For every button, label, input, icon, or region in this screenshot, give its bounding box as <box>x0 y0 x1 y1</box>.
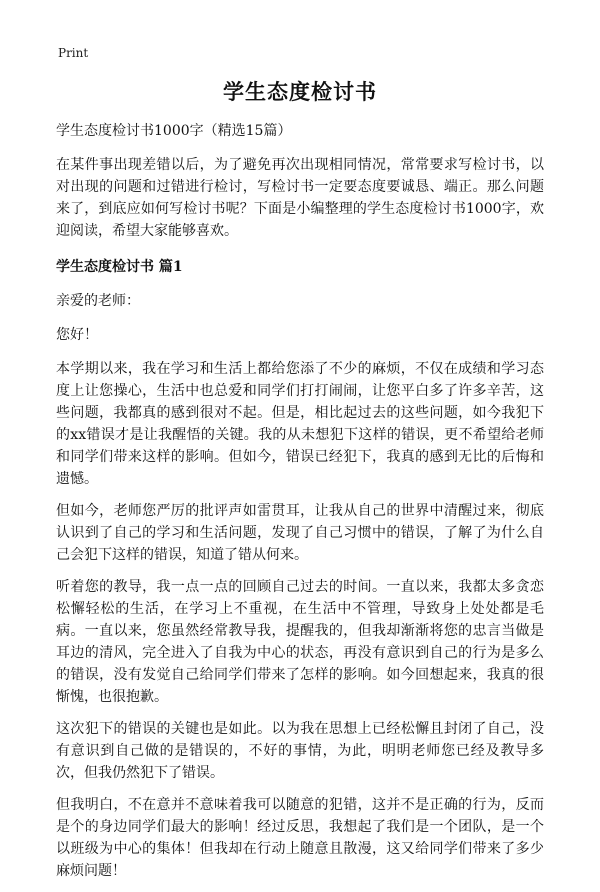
body-paragraph: 但如今，老师您严厉的批评声如雷贯耳，让我从自己的世界中清醒过来，彻底认识到了自己的学习和生活问题，发现了自己习惯中的错误，了解了为什么自己会犯下这样的错误，知道了错从何来。 <box>56 503 544 563</box>
print-label[interactable]: Print <box>58 46 89 60</box>
salutation: 亲爱的老师： <box>56 293 140 309</box>
body-paragraph: 这次犯下的错误的关键也是如此。以为我在思想上已经松懈且封闭了自己，没有意识到自己做的是错误的，不好的事情，为此，明明老师您已经及教导多次，但我仍然犯下了错误。 <box>56 721 544 781</box>
document-subtitle: 学生态度检讨书1000字（精选15篇） <box>56 123 292 139</box>
body-paragraph: 听着您的教导，我一点一点的回顾自己过去的时间。一直以来，我都太多贪恋松懈轻松的生活，在学习上不重视，在生活中不管理，导致身上处处都是毛病。一直以来，您虽然经常教导我，提醒我的，但我却渐渐将您的忠言当做是耳边的清风，完全进入了自我为中心的状态，再没有意识到自己的行为是多么的错误，没有发觉自己给同学们带来了怎样的影响。如今回想起来，我真的很惭愧，也很抱歉。 <box>56 579 544 705</box>
section-heading: 学生态度检讨书 篇1 <box>56 259 183 275</box>
body-paragraph: 本学期以来，我在学习和生活上都给您添了不少的麻烦，不仅在成绩和学习态度上让您操心，生活中也总爱和同学们打打闹闹，让您平白多了许多辛苦，这些问题，我都真的感到很对不起。但是，相比起过去的这些问题，如今我犯下的xx错误才是让我醒悟的关键。我的从未想犯下这样的错误，更不希望给老师和同学们带来这样的影响。但如今，错误已经犯下，我真的感到无比的后悔和遗憾。 <box>56 361 544 487</box>
page-title: 学生态度检讨书 <box>223 79 377 104</box>
document-content <box>56 120 544 892</box>
intro-paragraph: 在某件事出现差错以后，为了避免再次出现相同情况，常常要求写检讨书，以对出现的问题和过错进行检讨，写检讨书一定要态度要诚恳、端正。那么问题来了，到底应如何写检讨书呢？下面是小编整理的学生态度检讨书1000字，欢迎阅读，希望大家能够喜欢。 <box>56 157 544 239</box>
greeting: 您好！ <box>56 327 98 343</box>
body-paragraph: 但我明白，不在意并不意味着我可以随意的犯错，这并不是正确的行为，反而是个的身边同学们最大的影响！经过反思，我想起了我们是一个团队，是一个以班级为中心的集体！但我却在行动上随意且散漫，这又给同学们带来了多少麻烦问题！ <box>56 797 544 879</box>
